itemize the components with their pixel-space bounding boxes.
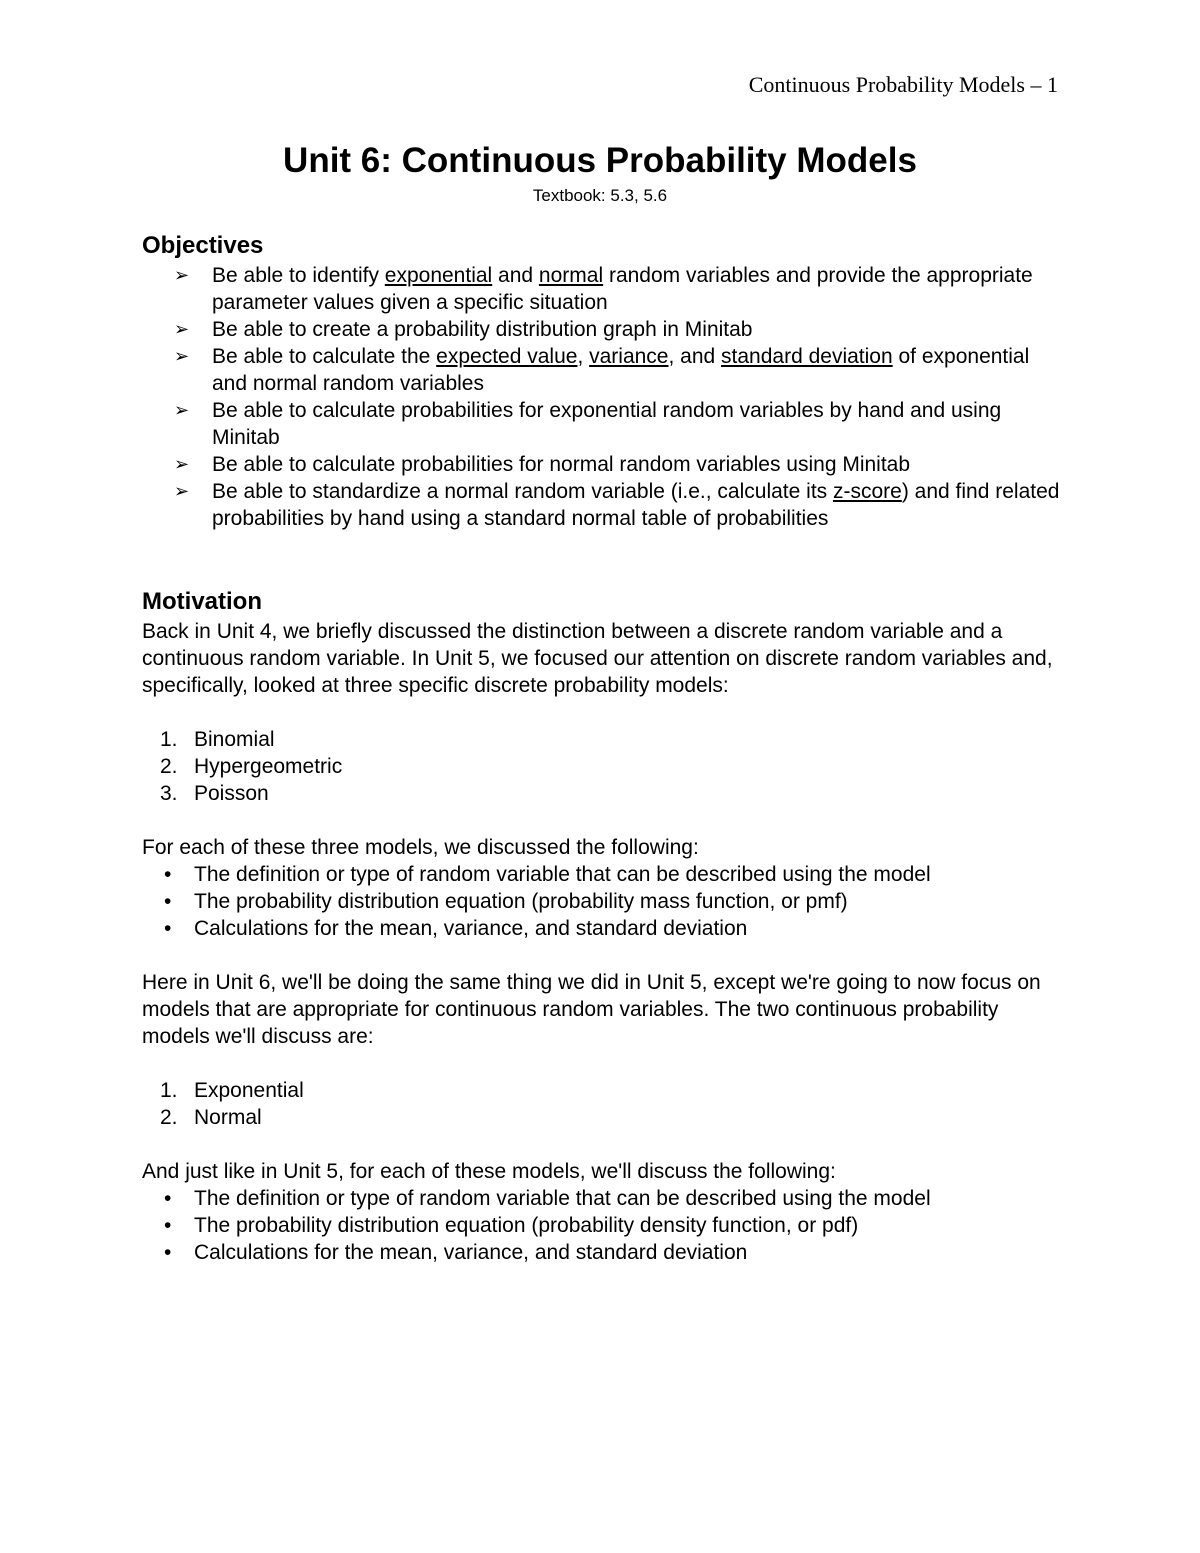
term-normal: normal: [538, 264, 604, 287]
spacer: [142, 1050, 1062, 1077]
spacer: [142, 942, 1062, 969]
objective-text: random variables and provide the appropriate parameter values given a specific situation: [212, 264, 1033, 314]
spacer: [142, 1131, 1062, 1158]
term-expected-value: expected value: [436, 345, 578, 368]
objective-text: Be able to identify: [212, 264, 385, 287]
unit6-discuss-list: [142, 1185, 1062, 1266]
list-item: [142, 1185, 1062, 1212]
discussed-intro: For each of these three models, we discussed the following:: [142, 836, 699, 859]
list-item-label: Normal: [194, 1106, 262, 1129]
objective-item: [142, 343, 1062, 397]
bullet-icon: •: [164, 863, 172, 886]
term-exponential: exponential: [384, 264, 493, 287]
spacer: [142, 807, 1062, 834]
list-item: [142, 861, 1062, 888]
objective-text: Be able to calculate probabilities for exponential random variables by hand and using Minitab: [212, 399, 1002, 449]
document-body: [142, 230, 1062, 1266]
discrete-models-list: [142, 726, 1062, 807]
list-item-label: The definition or type of random variable that can be described using the model: [194, 863, 931, 886]
list-number: 1.: [160, 1079, 178, 1102]
arrow-bullet-icon: ➢: [174, 481, 190, 501]
motivation-heading: Motivation: [142, 588, 262, 615]
objective-item: [142, 397, 1062, 451]
objective-text: Be able to create a probability distribution graph in Minitab: [212, 318, 753, 341]
list-number: 1.: [160, 728, 178, 751]
arrow-bullet-icon: ➢: [174, 454, 190, 474]
objective-text: , and: [668, 345, 722, 368]
list-item: [142, 1239, 1062, 1266]
list-item: [142, 1104, 1062, 1131]
objective-text: ,: [577, 345, 590, 368]
unit6-intro: Here in Unit 6, we'll be doing the same thing we did in Unit 5, except we're going to now focus on models that are appropriate for continuous random variables. The two continuous probability models we'll discuss are:: [142, 971, 1041, 1048]
list-item: [142, 888, 1062, 915]
list-number: 3.: [160, 782, 178, 805]
list-item-label: The probability distribution equation (probability mass function, or pmf): [194, 890, 848, 913]
bullet-icon: •: [164, 1187, 172, 1210]
list-item: [142, 1077, 1062, 1104]
list-item-label: Calculations for the mean, variance, and standard deviation: [194, 1241, 748, 1264]
objectives-heading: Objectives: [142, 232, 264, 259]
list-item-label: The probability distribution equation (probability density function, or pdf): [194, 1214, 859, 1237]
bullet-icon: •: [164, 1241, 172, 1264]
objective-text: and: [492, 264, 539, 287]
objective-text: Be able to standardize a normal random variable (i.e., calculate its: [212, 480, 833, 503]
list-item-label: Poisson: [194, 782, 269, 805]
arrow-bullet-icon: ➢: [174, 319, 190, 339]
spacer: [142, 532, 1062, 586]
document-title: Unit 6: Continuous Probability Models: [283, 141, 917, 180]
arrow-bullet-icon: ➢: [174, 346, 190, 366]
list-item-label: Calculations for the mean, variance, and standard deviation: [194, 917, 748, 940]
arrow-bullet-icon: ➢: [174, 400, 190, 420]
objective-text: Be able to calculate probabilities for normal random variables using Minitab: [212, 453, 911, 476]
discussed-list: [142, 861, 1062, 942]
list-number: 2.: [160, 755, 178, 778]
bullet-icon: •: [164, 917, 172, 940]
list-item: [142, 780, 1062, 807]
list-item-label: Exponential: [194, 1079, 304, 1102]
bullet-icon: •: [164, 890, 172, 913]
objective-item: [142, 478, 1062, 532]
title-block: [0, 138, 1200, 208]
objective-text: Be able to calculate the: [212, 345, 437, 368]
list-item: [142, 726, 1062, 753]
continuous-models-list: [142, 1077, 1062, 1131]
objectives-list: [142, 262, 1062, 532]
list-item: [142, 753, 1062, 780]
running-header: Continuous Probability Models – 1: [748, 72, 1058, 97]
textbook-reference: Textbook: 5.3, 5.6: [532, 186, 668, 205]
list-item-label: Hypergeometric: [194, 755, 343, 778]
objective-item: [142, 451, 1062, 478]
objective-text: ) and find related probabilities by hand using a standard normal table of probabilities: [212, 480, 1060, 530]
objective-item: [142, 262, 1062, 316]
term-z-score: z-score: [833, 480, 902, 503]
spacer: [142, 699, 1062, 726]
term-standard-deviation: standard deviation: [721, 345, 893, 368]
list-item-label: The definition or type of random variable that can be described using the model: [194, 1187, 931, 1210]
objective-text: of exponential and normal random variables: [212, 345, 1030, 395]
bullet-icon: •: [164, 1214, 172, 1237]
objective-item: [142, 316, 1062, 343]
list-number: 2.: [160, 1106, 178, 1129]
unit6-discuss-intro: And just like in Unit 5, for each of these models, we'll discuss the following:: [142, 1160, 836, 1183]
motivation-intro: Back in Unit 4, we briefly discussed the distinction between a discrete random variable and a continuous random variable. In Unit 5, we focused our attention on discrete random variables and, specifically, looked at three specific discrete probability models:: [142, 620, 1053, 697]
list-item: [142, 915, 1062, 942]
arrow-bullet-icon: ➢: [174, 265, 190, 285]
list-item: [142, 1212, 1062, 1239]
term-variance: variance: [589, 345, 669, 368]
list-item-label: Binomial: [194, 728, 275, 751]
